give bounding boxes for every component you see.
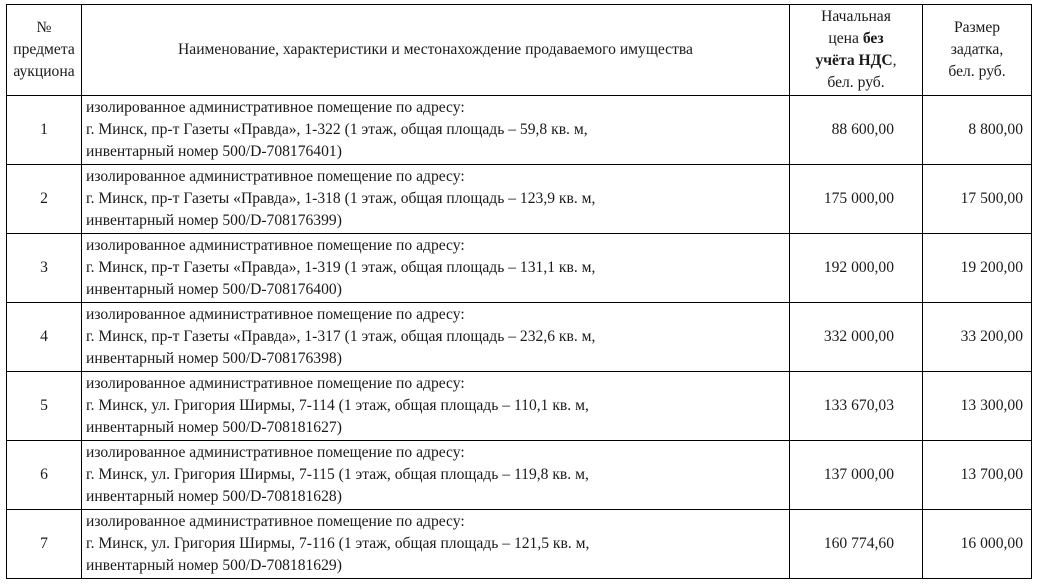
- lot-price-cell: 332 000,00: [790, 303, 923, 372]
- lot-description-cell: [82, 96, 790, 165]
- lot-description-line: изолированное административное помещение по адресу:: [86, 237, 465, 254]
- lot-description-cell: [82, 510, 790, 579]
- header-deposit-line: задатка,: [950, 41, 1004, 58]
- table-row: [7, 303, 1032, 372]
- header-lot-number-line: предмета: [13, 41, 75, 58]
- header-deposit-line: бел. руб.: [948, 63, 1006, 80]
- lot-price-cell: 137 000,00: [790, 441, 923, 510]
- header-price-line: бел. руб.: [827, 74, 885, 91]
- lot-deposit-cell: 13 700,00: [923, 441, 1032, 510]
- header-price-text: цена: [828, 30, 863, 47]
- lot-deposit-cell: 16 000,00: [923, 510, 1032, 579]
- lot-description-line: изолированное административное помещение по адресу:: [86, 444, 465, 461]
- lot-description-line: инвентарный номер 500/D-708181629): [86, 557, 342, 574]
- lot-description-cell: [82, 441, 790, 510]
- table-row: [7, 372, 1032, 441]
- lot-deposit-cell: 33 200,00: [923, 303, 1032, 372]
- lot-deposit-cell: 8 800,00: [923, 96, 1032, 165]
- header-deposit-line: Размер: [953, 19, 1001, 36]
- header-price-line: Начальная: [821, 8, 891, 25]
- header-lot-number: [7, 5, 82, 96]
- table-row: [7, 234, 1032, 303]
- lot-deposit-cell: 19 200,00: [923, 234, 1032, 303]
- header-price-bold: учёта НДС: [815, 52, 893, 69]
- table-header-row: [7, 5, 1032, 96]
- lot-description-cell: [82, 303, 790, 372]
- lot-number-cell: 2: [7, 165, 82, 234]
- lot-description-line: изолированное административное помещение по адресу:: [86, 168, 465, 185]
- lot-description-line: инвентарный номер 500/D-708176399): [86, 212, 342, 229]
- lot-description-line: г. Минск, пр-т Газеты «Правда», 1-322 (1 этаж, общая площадь – 59,8 кв. м,: [86, 121, 588, 138]
- auction-lots-table: [6, 4, 1032, 579]
- lot-price-cell: 192 000,00: [790, 234, 923, 303]
- header-lot-number-line: аукциона: [13, 63, 75, 80]
- lot-description-line: г. Минск, ул. Григория Ширмы, 7-114 (1 этаж, общая площадь – 110,1 кв. м,: [86, 397, 589, 414]
- lot-number-cell: 5: [7, 372, 82, 441]
- header-description-text: Наименование, характеристики и местонахождение продаваемого имущества: [178, 41, 693, 58]
- lot-description-line: изолированное административное помещение по адресу:: [86, 375, 465, 392]
- lot-description-line: г. Минск, пр-т Газеты «Правда», 1-318 (1 этаж, общая площадь – 123,9 кв. м,: [86, 190, 596, 207]
- header-price-line: [790, 50, 922, 72]
- header-lot-number-line: №: [36, 19, 52, 36]
- lot-description-line: г. Минск, ул. Григория Ширмы, 7-116 (1 этаж, общая площадь – 121,5 кв. м,: [86, 535, 590, 552]
- lot-description-line: инвентарный номер 500/D-708181627): [86, 419, 342, 436]
- lot-description-line: инвентарный номер 500/D-708181628): [86, 488, 342, 505]
- header-price-bold: без: [862, 30, 884, 47]
- header-deposit: [923, 5, 1032, 96]
- table-row: [7, 165, 1032, 234]
- lot-price-cell: 175 000,00: [790, 165, 923, 234]
- lot-description-line: изолированное административное помещение по адресу:: [86, 306, 465, 323]
- lot-price-cell: 160 774,60: [790, 510, 923, 579]
- lot-deposit-cell: 17 500,00: [923, 165, 1032, 234]
- lot-description-cell: [82, 234, 790, 303]
- lot-deposit-cell: 13 300,00: [923, 372, 1032, 441]
- header-description: [82, 5, 790, 96]
- header-start-price: [790, 5, 923, 96]
- lot-number-cell: 3: [7, 234, 82, 303]
- lot-description-line: изолированное административное помещение по адресу:: [86, 99, 465, 116]
- lot-description-cell: [82, 165, 790, 234]
- lot-number-cell: 4: [7, 303, 82, 372]
- lot-description-line: изолированное административное помещение по адресу:: [86, 513, 465, 530]
- table-row: [7, 510, 1032, 579]
- lot-number-cell: 6: [7, 441, 82, 510]
- table-row: [7, 96, 1032, 165]
- lot-description-line: г. Минск, ул. Григория Ширмы, 7-115 (1 этаж, общая площадь – 119,8 кв. м,: [86, 466, 589, 483]
- lot-price-cell: 133 670,03: [790, 372, 923, 441]
- lot-description-line: г. Минск, пр-т Газеты «Правда», 1-319 (1 этаж, общая площадь – 131,1 кв. м,: [86, 259, 596, 276]
- lot-description-line: г. Минск, пр-т Газеты «Правда», 1-317 (1 этаж, общая площадь – 232,6 кв. м,: [86, 328, 596, 345]
- lot-description-line: инвентарный номер 500/D-708176398): [86, 350, 342, 367]
- lot-number-cell: 7: [7, 510, 82, 579]
- header-price-line: [790, 28, 922, 50]
- lot-price-cell: 88 600,00: [790, 96, 923, 165]
- lot-description-cell: [82, 372, 790, 441]
- header-price-text: ,: [892, 52, 897, 69]
- lot-description-line: инвентарный номер 500/D-708176400): [86, 281, 342, 298]
- lot-description-line: инвентарный номер 500/D-708176401): [86, 143, 342, 160]
- table-row: [7, 441, 1032, 510]
- lot-number-cell: 1: [7, 96, 82, 165]
